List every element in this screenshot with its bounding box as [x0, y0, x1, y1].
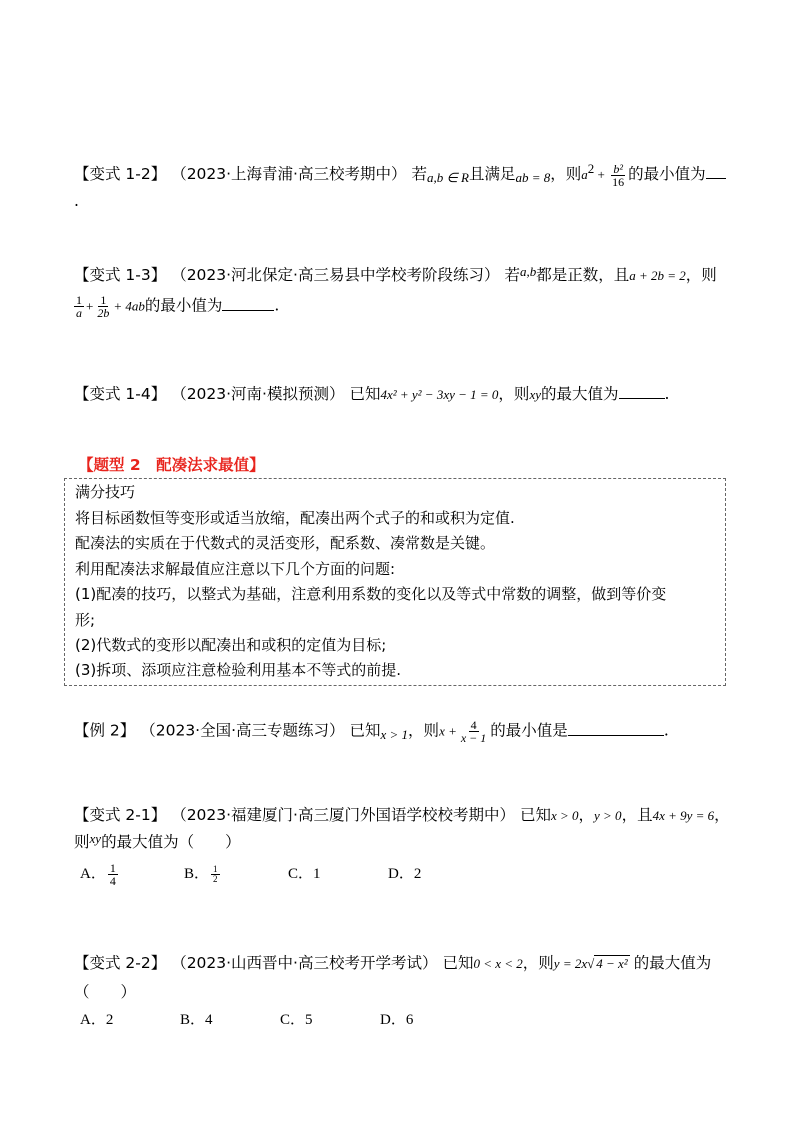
option-b[interactable]: B．4: [180, 1012, 213, 1028]
problem-v21: 【变式 2-1】 （2023·福建厦门·高三厦门外国语学校校考期中） 已知x > 0，y > 0，且4x + 9y = 6，: [74, 806, 730, 824]
math-fraction: $\frac{\text{b²}}{16}$: [612, 161, 625, 189]
problem-v13: 【变式 1-3】 （2023·河北保定·高三易县中学校考阶段练习） 若$^{a,b}$都是正数，且a + 2b = 2，则: [74, 264, 717, 284]
problem-tag: 【变式 2-1】: [74, 806, 167, 824]
option-b[interactable]: B． $\frac{1}{2}$: [184, 864, 218, 885]
problem-tag: 【变式 1-3】: [74, 266, 167, 284]
problem-tag: 【变式 1-4】: [74, 385, 167, 403]
option-c[interactable]: C．5: [280, 1012, 313, 1028]
example-2: 【例 2】 （2023·全国·高三专题练习） 已知x > 1，则x + $\frac{4}{x - 1}$ 的最小值是 .: [74, 718, 669, 745]
math-condition: a,b ∈ R: [426, 170, 469, 186]
option-c[interactable]: C．1: [288, 866, 321, 882]
problem-tag: 【变式 2-2】: [74, 954, 167, 972]
problem-source: （2023·河北保定·高三易县中学校考阶段练习）: [171, 266, 500, 284]
math-fraction: $\frac{1}{4}$: [109, 861, 116, 889]
math-fraction: $\frac{1}{a}$: [76, 293, 82, 320]
problem-source: （2023·山西晋中·高三校考开学考试）: [171, 954, 438, 972]
math-equation: 4x² + y² − 3xy − 1 = 0: [380, 387, 499, 402]
math-fraction: $\frac{1}{2b}$: [97, 293, 110, 320]
answer-blank[interactable]: [706, 163, 726, 179]
tips-line: 形;: [75, 611, 96, 629]
option-a[interactable]: A．2: [80, 1012, 114, 1028]
options-v22: [80, 1008, 413, 1031]
tips-line: 配凑法的实质在于代数式的灵活变形，配系数、凑常数是关键。: [75, 534, 496, 552]
problem-v13-line2: $\frac{1}{a}$ + $\frac{1}{2b}$ + 4ab的最小值为 .: [76, 293, 280, 320]
tips-line: 将目标函数恒等变形或适当放缩，配凑出两个式子的和或积为定值.: [75, 509, 515, 527]
option-a[interactable]: A． $\frac{1}{4}$: [80, 861, 116, 889]
problem-v12: 【变式 1-2】 （2023·上海青浦·高三校考期中） 若a,b ∈ R且满足ab = 8，则$a^2$ + $\frac{\text{b²}}{16}$ 的最小值为: [74, 158, 726, 188]
tips-line: (2)代数式的变形以配凑出和或积的定值为目标;: [75, 636, 387, 654]
answer-blank[interactable]: [222, 295, 274, 311]
tips-box: [64, 478, 726, 686]
problem-source: （2023·全国·高三专题练习）: [140, 721, 345, 740]
problem-source: （2023·上海青浦·高三校考期中）: [171, 165, 407, 184]
option-d[interactable]: D．2: [388, 866, 422, 882]
answer-blank[interactable]: [568, 720, 664, 736]
math-fraction: $\frac{1}{2}$: [213, 864, 218, 885]
problem-v22: 【变式 2-2】 （2023·山西晋中·高三校考开学考试） 已知0 < x < 2，则y = 2x√ 4 − x² 的最大值为: [74, 954, 712, 972]
tips-line: (3)拆项、添项应注意检验利用基本不等式的前提.: [75, 661, 402, 679]
tips-title: 满分技巧: [75, 483, 136, 501]
math-condition: ab = 8: [515, 170, 551, 186]
problem-v14: 【变式 1-4】 （2023·河南·模拟预测） 已知4x² + y² − 3xy − 1 = 0，则xy的最大值为 .: [74, 385, 670, 403]
option-d[interactable]: D．6: [380, 1012, 414, 1028]
problem-tag: 【变式 1-2】: [74, 165, 167, 184]
problem-v22-line2: （ ）: [74, 983, 137, 1001]
math-fraction: $\frac{4}{x - 1}$: [460, 718, 487, 745]
options-v21: [80, 862, 421, 887]
tips-line: 利用配凑法求解最值应注意以下几个方面的问题:: [75, 560, 396, 578]
problem-source: （2023·河南·模拟预测）: [171, 385, 345, 403]
section-heading: 【题型 2 配凑法求最值】: [78, 456, 265, 474]
problem-source: （2023·福建厦门·高三厦门外国语学校校考期中）: [171, 806, 515, 824]
answer-blank[interactable]: [619, 383, 665, 399]
tips-line: (1)配凑的技巧，以整式为基础，注意利用系数的变化以及等式中常数的调整，做到等价变: [75, 585, 667, 603]
problem-v21-line2: 则$^{xy}$的最大值为（ ）: [74, 831, 241, 851]
problem-v12-tail: .: [74, 192, 79, 210]
problem-tag: 【例 2】: [74, 721, 136, 740]
sqrt-radicand: 4 − x²: [596, 956, 628, 971]
